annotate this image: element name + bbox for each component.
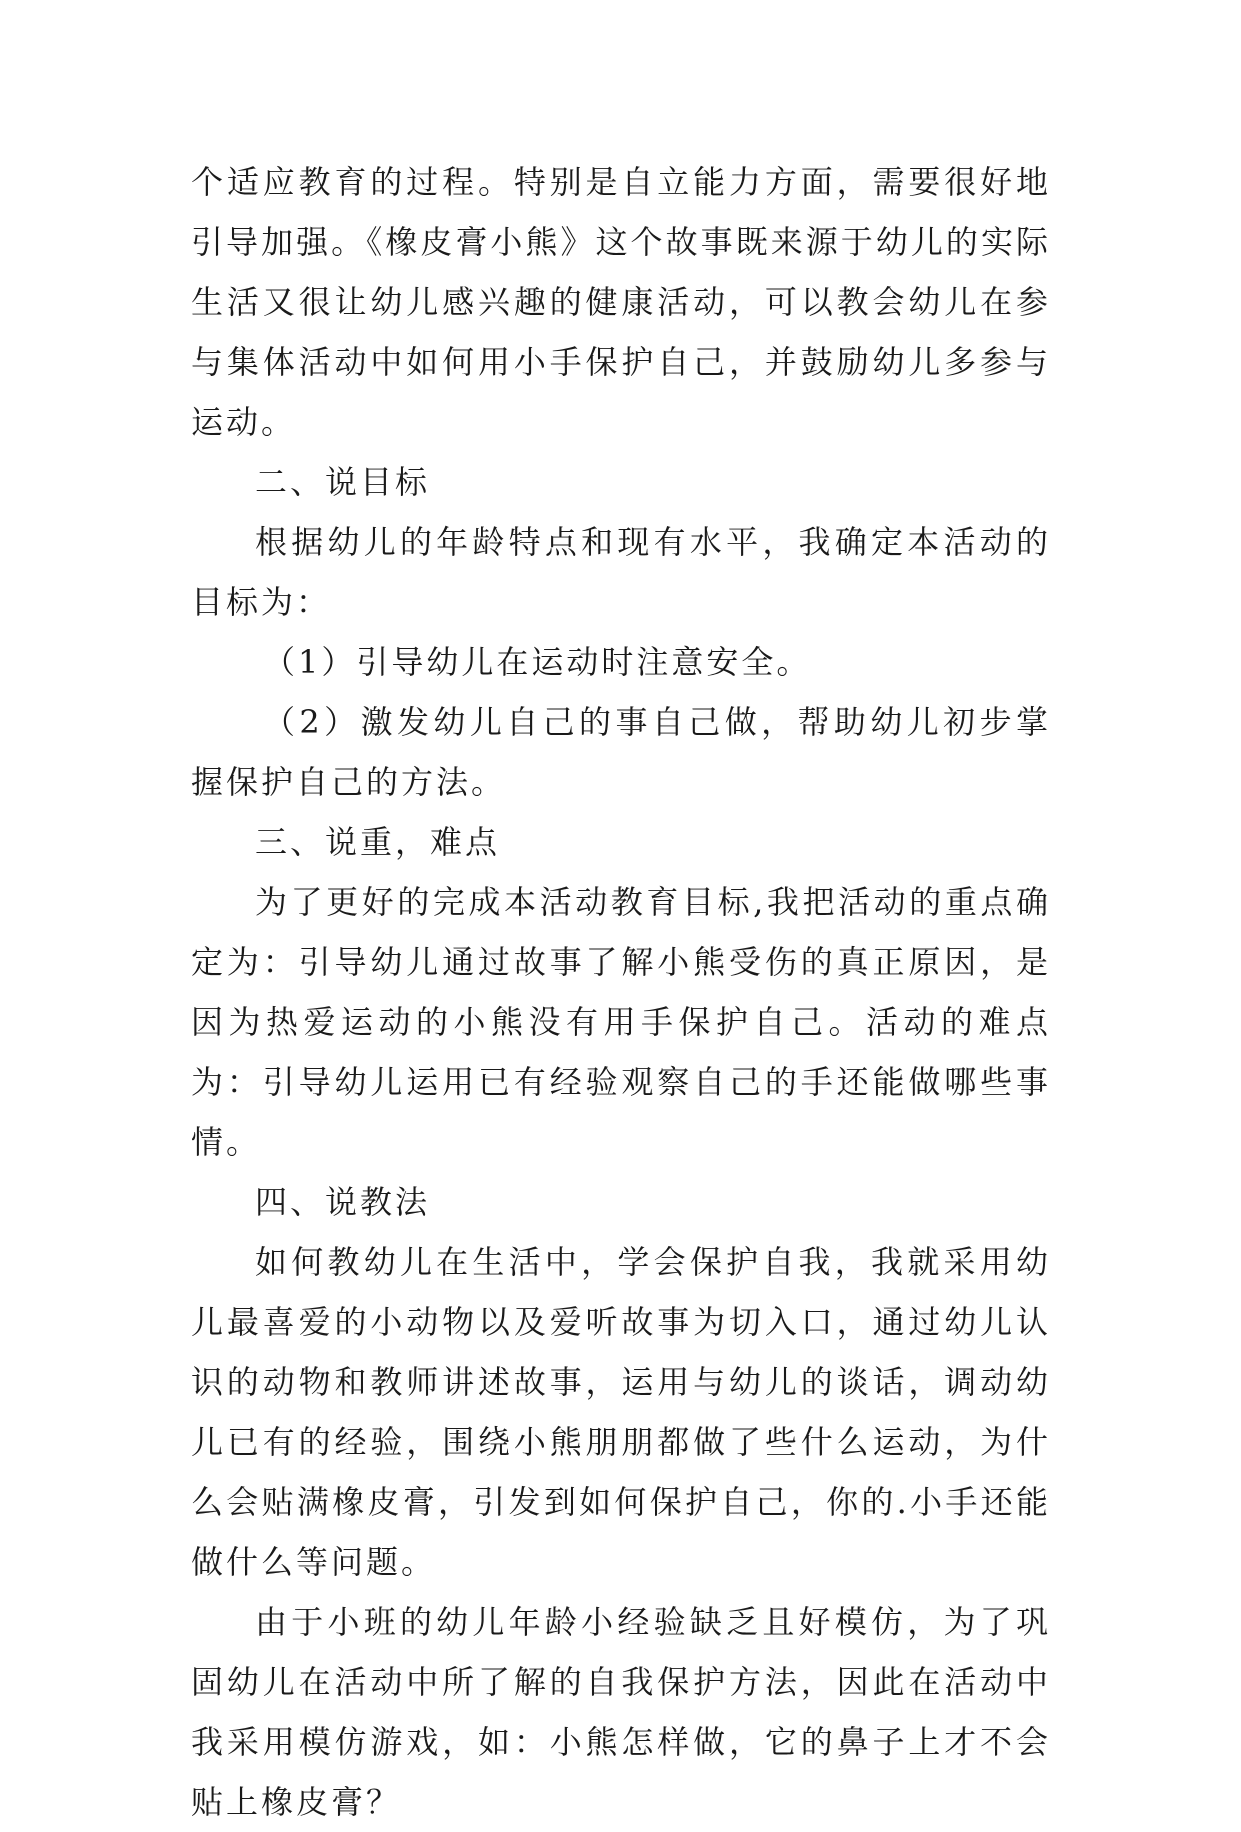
goal-item-2: （2）激发幼儿自己的事自己做，帮助幼儿初步掌握保护自己的方法。 xyxy=(191,703,1051,801)
paragraph-intro-continuation: 个适应教育的过程。特别是自立能力方面，需要很好地引导加强。《橡皮膏小熊》这个故事既来源于幼儿的实际生活又很让幼儿感兴趣的健康活动，可以教会幼儿在参与集体活动中如何用小手保护自己，并鼓励幼儿多参与运动。 xyxy=(191,163,1051,441)
goal-item-1: （1）引导幼儿在运动时注意安全。 xyxy=(263,643,812,681)
section-heading-key-points: 三、说重，难点 xyxy=(255,823,501,861)
paragraph-key-points: 为了更好的完成本活动教育目标,我把活动的重点确定为：引导幼儿通过故事了解小熊受伤的真正原因，是因为热爱运动的小熊没有用手保护自己。活动的难点为：引导幼儿运用已有经验观察自己的手还能做哪些事情。 xyxy=(191,883,1051,1161)
paragraph-imitation-game: 由于小班的幼儿年龄小经验缺乏且好模仿，为了巩固幼儿在活动中所了解的自我保护方法，因此在活动中我采用模仿游戏，如：小熊怎样做，它的鼻子上才不会贴上橡皮膏？ xyxy=(191,1603,1051,1821)
document-body xyxy=(191,152,1051,1832)
section-heading-goals: 二、说目标 xyxy=(255,463,431,501)
paragraph-goals-intro: 根据幼儿的年龄特点和现有水平，我确定本活动的目标为： xyxy=(191,523,1051,621)
paragraph-teaching-method: 如何教幼儿在生活中，学会保护自我，我就采用幼儿最喜爱的小动物以及爱听故事为切入口，通过幼儿认识的动物和教师讲述故事，运用与幼儿的谈话，调动幼儿已有的经验，围绕小熊朋朋都做了些什么运动，为什么会贴满橡皮膏，引发到如何保护自己，你的.小手还能做什么等问题。 xyxy=(191,1243,1051,1581)
section-heading-teaching-method: 四、说教法 xyxy=(255,1183,431,1221)
